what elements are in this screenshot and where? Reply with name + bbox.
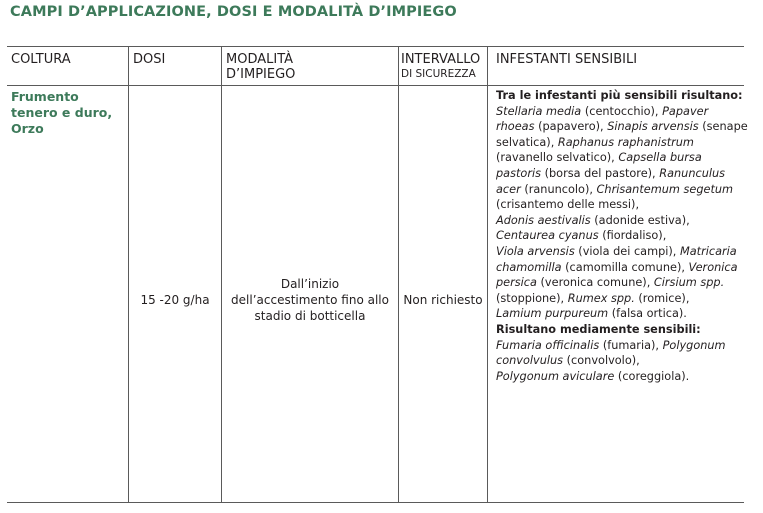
weeds-intro: Tra le infestanti più sensibili risultano: <box>496 89 743 102</box>
weed-common-name: (fiordaliso), <box>598 229 667 243</box>
weed-species-name: Adonis aestivalis <box>496 213 591 227</box>
intervallo-cell: Non richiesto <box>403 293 483 307</box>
weeds-cell <box>496 88 748 384</box>
header-intervallo-line2: DI SICUREZZA <box>401 68 476 80</box>
weed-common-name: (adonide estiva), <box>590 213 690 227</box>
weed-species-name: Rumex spp. <box>567 291 635 305</box>
weed-line <box>496 275 742 291</box>
weed-line <box>496 104 742 120</box>
weed-species-name: Chrisantemum segetum <box>596 182 734 196</box>
header-intervallo-line1: INTERVALLO <box>401 52 481 67</box>
weed-common-name: (convolvolo), <box>563 354 640 368</box>
weed-common-name: (coreggiola). <box>614 369 690 383</box>
weed-common-name: (ranuncolo), <box>520 182 597 196</box>
weed-species-name: Papaver <box>662 104 709 118</box>
weed-common-name: (papavero), <box>534 120 608 134</box>
weeds-list-medium <box>496 338 742 385</box>
weed-species-name: Sinapis arvensis <box>607 120 699 134</box>
modalita-line: dell’accestimento fino allo <box>231 293 389 307</box>
weed-species-name: Matricaria <box>679 244 737 258</box>
weed-species-name: rhoeas <box>496 120 535 134</box>
weed-common-name: (camomilla comune), <box>561 260 689 274</box>
header-modalita-line2: D’IMPIEGO <box>226 67 296 82</box>
column-divider <box>221 46 222 503</box>
application-table <box>7 46 748 503</box>
weed-common-name: (borsa del pastore), <box>541 166 660 180</box>
header-infestanti: INFESTANTI SENSIBILI <box>496 52 638 67</box>
weed-line <box>496 119 748 135</box>
weed-line <box>496 228 742 244</box>
weed-common-name: (crisantemo delle messi), <box>496 198 640 212</box>
weed-species-name: Cirsium spp. <box>653 276 725 290</box>
weed-line <box>496 166 742 182</box>
page-title: CAMPI D’APPLICAZIONE, DOSI E MODALITÀ D’IMPIEGO <box>10 4 457 20</box>
weed-line <box>496 244 742 260</box>
header-bottom-rule <box>7 85 744 86</box>
modalita-line: Dall’inizio <box>280 277 340 291</box>
weed-line <box>496 135 742 151</box>
column-divider <box>398 46 399 503</box>
table-top-rule <box>7 46 744 47</box>
weed-species-name: Polygonum aviculare <box>496 369 615 383</box>
weed-line <box>496 306 742 322</box>
weed-common-name: selvatica), <box>496 135 558 149</box>
weed-species-name: Polygonum <box>662 338 726 352</box>
weeds-list-sensitive <box>496 104 748 322</box>
weed-common-name: (romice), <box>634 291 690 305</box>
weed-line <box>496 353 742 369</box>
weed-line <box>496 369 742 385</box>
weeds-intro-medium: Risultano mediamente sensibili: <box>496 322 701 336</box>
crop-line: tenero e duro, <box>11 105 113 120</box>
weed-common-name: (viola dei campi), <box>574 244 680 258</box>
weed-species-name: persica <box>496 276 537 290</box>
weed-line <box>496 182 742 198</box>
weed-common-name: (veronica comune), <box>536 276 654 290</box>
weed-species-name: Veronica <box>688 260 738 274</box>
weed-species-name: convolvulus <box>496 354 564 368</box>
weed-line <box>496 291 742 307</box>
modalita-line: stadio di botticella <box>254 309 366 323</box>
column-divider <box>128 46 129 503</box>
weed-common-name: (falsa ortica). <box>608 307 687 321</box>
weed-line <box>496 150 742 166</box>
weed-common-name: (centocchio), <box>581 104 663 118</box>
modalita-cell <box>222 276 398 324</box>
header-intervallo <box>401 52 480 82</box>
weed-species-name: Stellaria media <box>496 104 582 118</box>
weed-species-name: Ranunculus <box>659 166 726 180</box>
weed-line <box>496 197 742 213</box>
weed-species-name: chamomilla <box>496 260 562 274</box>
weed-species-name: Fumaria officinalis <box>496 338 600 352</box>
header-modalita-line1: MODALITÀ <box>226 52 294 67</box>
weed-line <box>496 260 742 276</box>
column-divider <box>487 46 488 503</box>
dose-cell: 15 -20 g/ha <box>140 293 210 307</box>
weed-common-name: (ravanello selvatico), <box>496 151 619 165</box>
weed-common-name: (stoppione), <box>496 291 568 305</box>
crop-cell <box>11 89 126 137</box>
weed-species-name: Raphanus raphanistrum <box>557 135 694 149</box>
header-modalita <box>226 52 295 82</box>
weed-species-name: Capsella bursa <box>618 151 702 165</box>
crop-line: Frumento <box>11 89 79 104</box>
weed-species-name: Lamium purpureum <box>496 307 609 321</box>
weed-common-name: (senape <box>698 120 748 134</box>
weed-species-name: pastoris <box>496 166 541 180</box>
header-coltura: COLTURA <box>11 52 71 67</box>
weed-line <box>496 213 742 229</box>
weed-species-name: Viola arvensis <box>496 244 575 258</box>
weed-species-name: Centaurea cyanus <box>496 229 599 243</box>
weed-line <box>496 338 742 354</box>
crop-line: Orzo <box>11 121 44 136</box>
table-bottom-rule <box>7 502 744 503</box>
header-dosi: DOSI <box>133 52 166 67</box>
weed-common-name: (fumaria), <box>599 338 663 352</box>
weed-species-name: acer <box>496 182 521 196</box>
